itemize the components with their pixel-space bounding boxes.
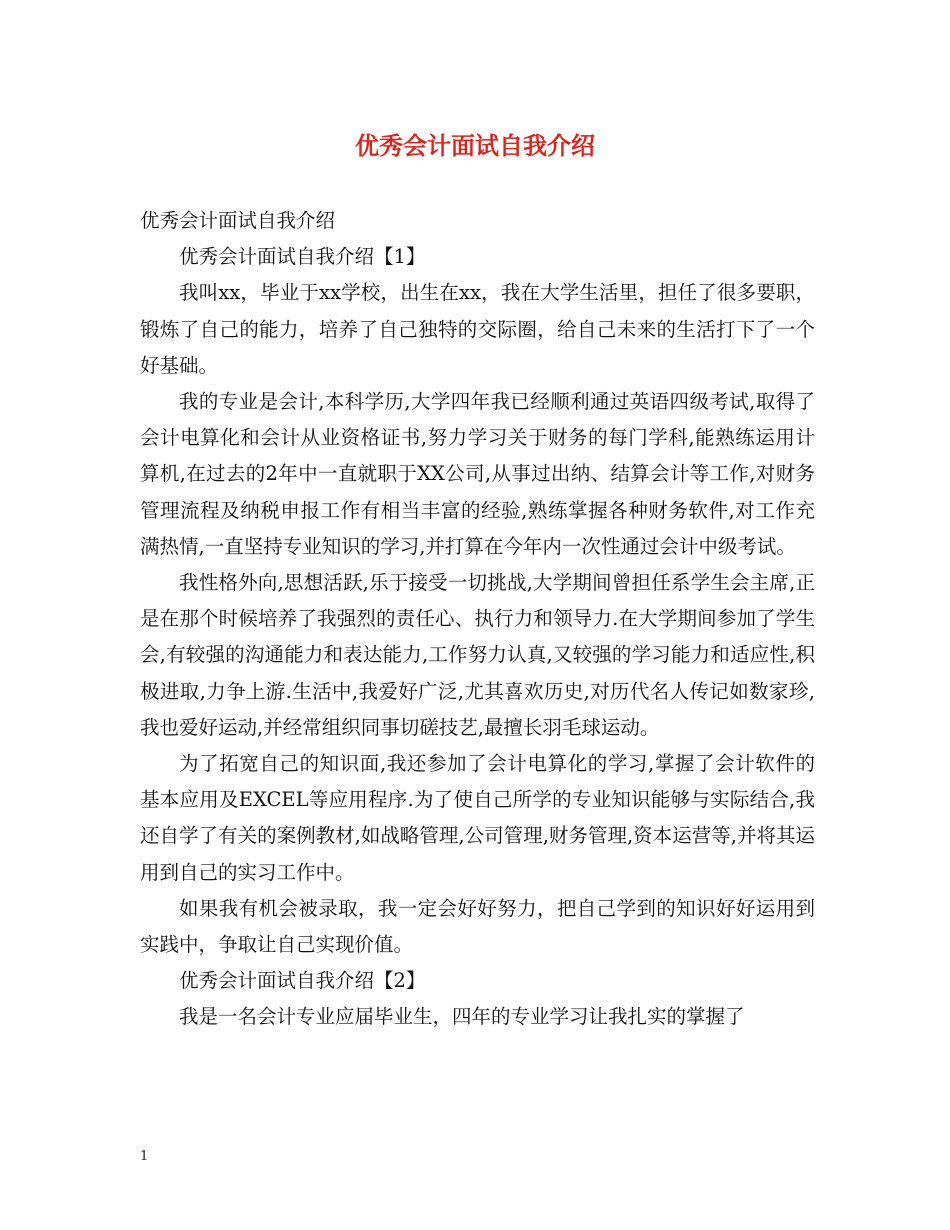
document-title: 优秀会计面试自我介绍 [355, 131, 595, 160]
body-paragraph: 我是一名会计专业应届毕业生，四年的专业学习让我扎实的掌握了 [179, 1005, 745, 1029]
body-paragraph: 我叫xx，毕业于xx学校，出生在xx，我在大学生活里，担任了很多要职，锻炼了自己的能力，培养了自己独特的交际圈，给自己未来的生活打下了一个好基础。 [140, 281, 815, 377]
body-paragraph: 如果我有机会被录取，我一定会好好努力，把自己学到的知识好好运用到实践中，争取让自己实现价值。 [140, 896, 815, 957]
section-heading: 优秀会计面试自我介绍【2】 [179, 969, 426, 993]
body-paragraph: 为了拓宽自己的知识面,我还参加了会计电算化的学习,掌握了会计软件的基本应用及EXCEL等应用程序.为了使自己所学的专业知识能够与实际结合,我还自学了有关的案例教材,如战略管理,公司管理,财务管理,资本运营等,并将其运用到自己的实习工作中。 [140, 752, 815, 884]
body-paragraph: 我性格外向,思想活跃,乐于接受一切挑战,大学期间曾担任系学生会主席,正是在那个时候培养了我强烈的责任心、执行力和领导力.在大学期间参加了学生会,有较强的沟通能力和表达能力,工作努力认真,又较强的学习能力和适应性,积极进取,力争上游.生活中,我爱好广泛,尤其喜欢历史,对历代名人传记如数家珍,我也爱好运动,并经常组织同事切磋技艺,最擅长羽毛球运动。 [140, 571, 815, 739]
body-paragraph: 优秀会计面试自我介绍 [140, 209, 336, 232]
page-number: 1 [140, 1149, 149, 1164]
document-body [140, 203, 815, 1036]
section-heading: 优秀会计面试自我介绍【1】 [179, 245, 426, 269]
body-paragraph: 我的专业是会计,本科学历,大学四年我已经顺利通过英语四级考试,取得了会计电算化和会计从业资格证书,努力学习关于财务的每门学科,能熟练运用计算机,在过去的2年中一直就职于XX公司,从事过出纳、结算会计等工作,对财务管理流程及纳税申报工作有相当丰富的经验,熟练掌握各种财务软件,对工作充满热情,一直坚持专业知识的学习,并打算在今年内一次性通过会计中级考试。 [140, 390, 815, 558]
